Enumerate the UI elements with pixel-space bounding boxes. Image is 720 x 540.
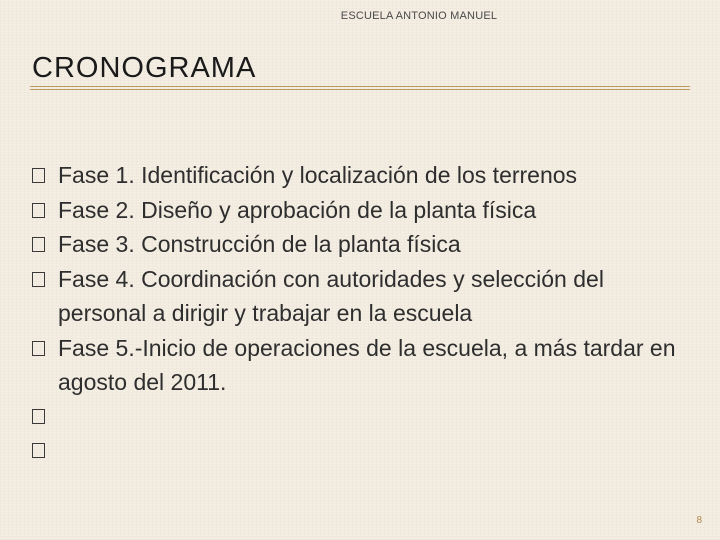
square-bullet-icon (32, 409, 45, 424)
list-item (32, 400, 692, 435)
slide-header: ESCUELA ANTONIO MANUEL (340, 10, 498, 22)
list-item (32, 158, 692, 193)
list-item-text: Fase 3. Construcción de la planta física (58, 231, 461, 257)
square-bullet-icon (32, 272, 45, 287)
bullet-list (32, 158, 692, 469)
list-item-text: Fase 1. Identificación y localización de los terrenos (58, 162, 578, 188)
list-item-text: Fase 2. Diseño y aprobación de la planta física (58, 196, 537, 223)
square-bullet-icon (32, 443, 45, 458)
square-bullet-icon (32, 341, 45, 356)
list-item (32, 193, 692, 228)
list-item-text: Fase 4. Coordinación con autoridades y selección del personal a dirigir y trabajar en la escuela (58, 265, 604, 326)
title-divider (30, 86, 690, 90)
page-number: 8 (696, 515, 702, 526)
list-item-text: Fase 5.-Inicio de operaciones de la escuela, a más tardar en agosto del 2011. (58, 334, 676, 395)
list-item (32, 331, 692, 400)
list-item (32, 227, 692, 262)
square-bullet-icon (32, 237, 45, 252)
list-item (32, 434, 692, 469)
list-item (32, 262, 692, 331)
square-bullet-icon (32, 168, 45, 183)
square-bullet-icon (32, 203, 45, 218)
slide-title: CRONOGRAMA (32, 52, 257, 84)
